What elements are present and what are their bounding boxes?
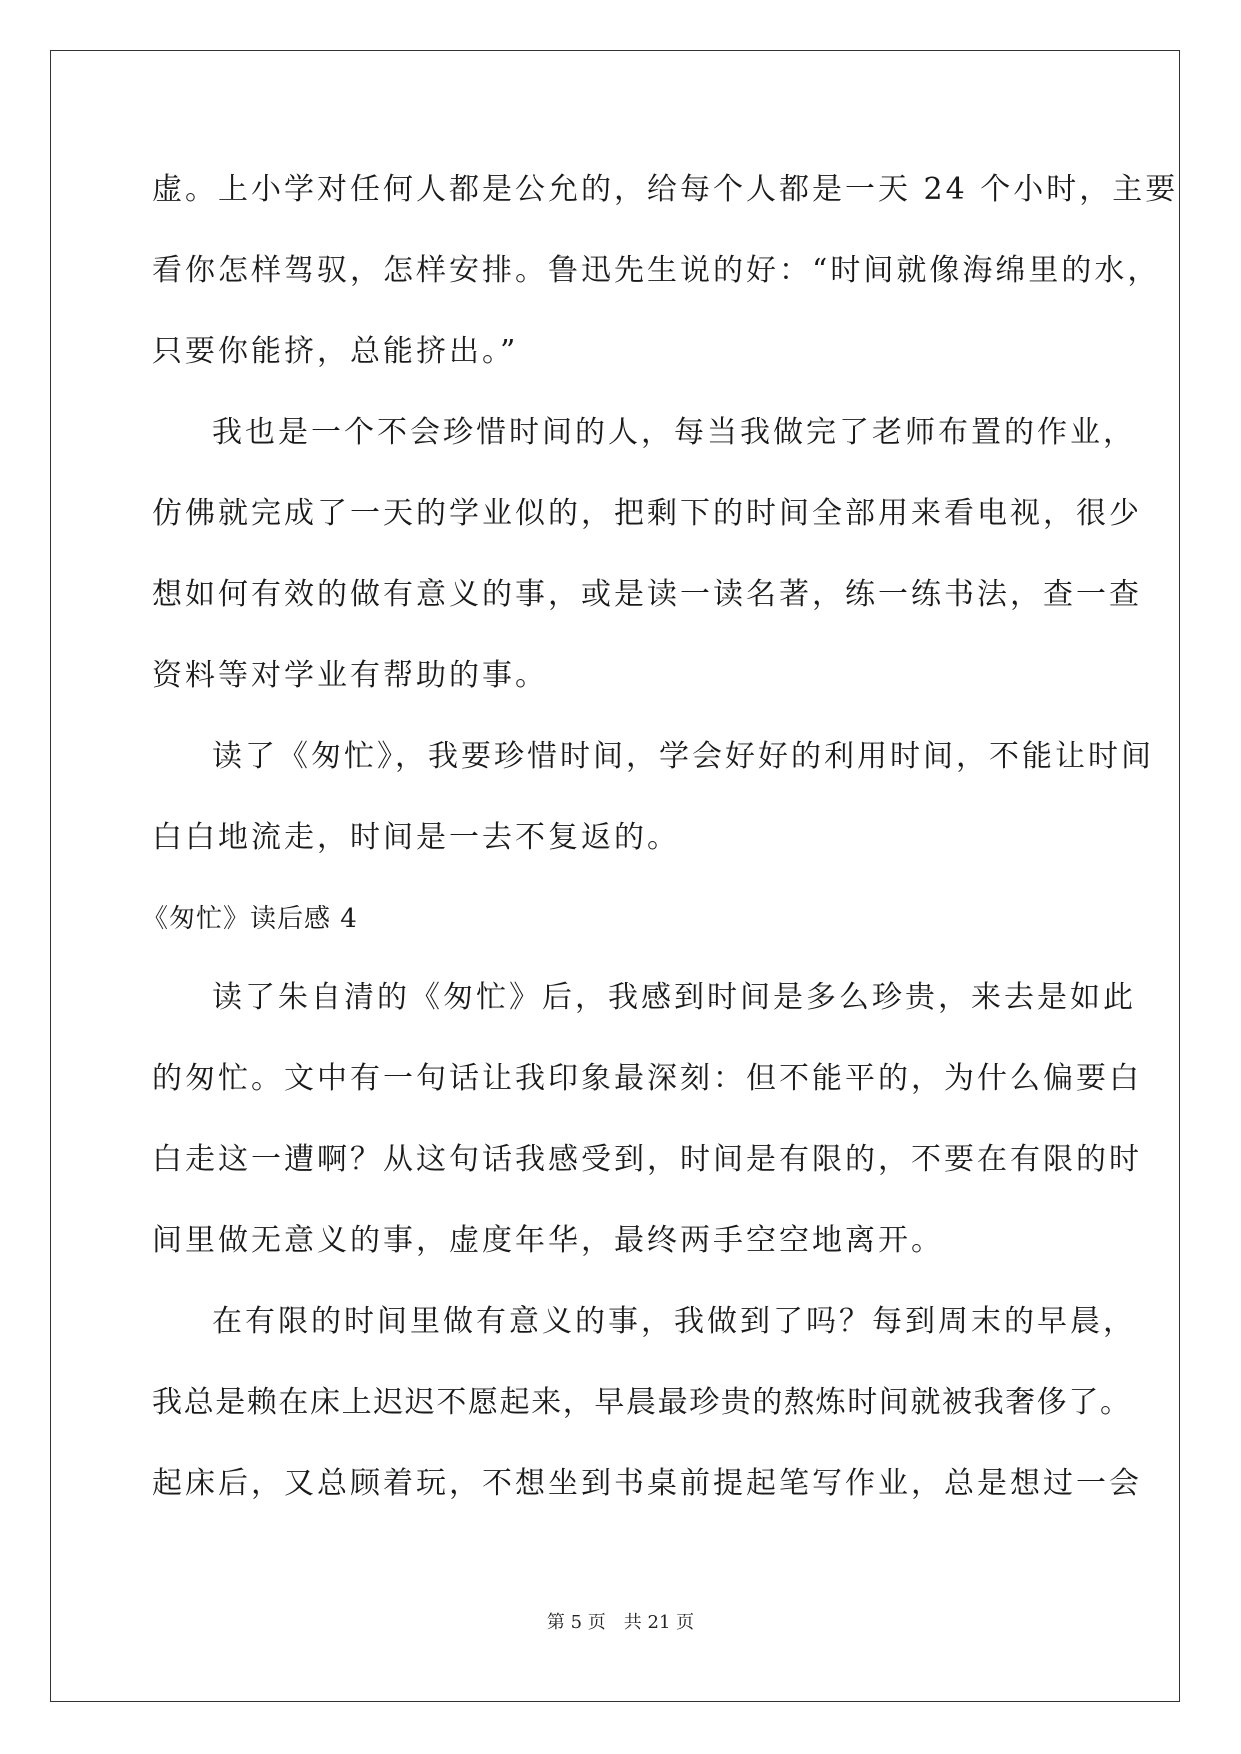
paragraph-first-line: 读了朱自清的《匆忙》后，我感到时间是多么珍贵，来去是如此 xyxy=(212,980,1136,1015)
document-body xyxy=(142,160,1179,1535)
page-number: 第 5 页 xyxy=(546,1612,606,1633)
text-line: 的匆忙。文中有一句话让我印象最深刻：但不能平的，为什么偏要白 xyxy=(152,1061,1142,1096)
text-line: 起床后，又总顾着玩，不想坐到书桌前提起笔写作业，总是想过一会 xyxy=(152,1466,1142,1501)
text-line: 间里做无意义的事，虚度年华，最终两手空空地离开。 xyxy=(152,1223,944,1258)
paragraph-first-line: 在有限的时间里做有意义的事，我做到了吗？每到周末的早晨， xyxy=(212,1304,1136,1339)
text-line: 虚。上小学对任何人都是公允的，给每个人都是一天 24 个小时，主要 xyxy=(152,172,1179,207)
text-line: 看你怎样驾驭，怎样安排。鲁迅先生说的好：“时间就像海绵里的水， xyxy=(152,253,1161,288)
text-line: 白走这一遭啊？从这句话我感受到，时间是有限的，不要在有限的时 xyxy=(152,1142,1142,1177)
page-total: 共 21 页 xyxy=(623,1612,695,1633)
text-line: 仿佛就完成了一天的学业似的，把剩下的时间全部用来看电视，很少 xyxy=(152,496,1142,531)
paragraph-first-line: 读了《匆忙》，我要珍惜时间，学会好好的利用时间，不能让时间 xyxy=(212,739,1154,774)
paragraph-first-line: 我也是一个不会珍惜时间的人，每当我做完了老师布置的作业， xyxy=(212,415,1136,450)
section-heading: 《匆忙》读后感 4 xyxy=(142,904,358,934)
page-footer xyxy=(0,1608,1241,1634)
text-line: 我总是赖在床上迟迟不愿起来，早晨最珍贵的熬炼时间就被我奢侈了。 xyxy=(152,1385,1132,1420)
text-line: 资料等对学业有帮助的事。 xyxy=(152,658,548,693)
text-line: 白白地流走，时间是一去不复返的。 xyxy=(152,820,680,855)
text-line: 只要你能挤，总能挤出。” xyxy=(152,334,519,369)
text-line: 想如何有效的做有意义的事，或是读一读名著，练一练书法，查一查 xyxy=(152,577,1142,612)
